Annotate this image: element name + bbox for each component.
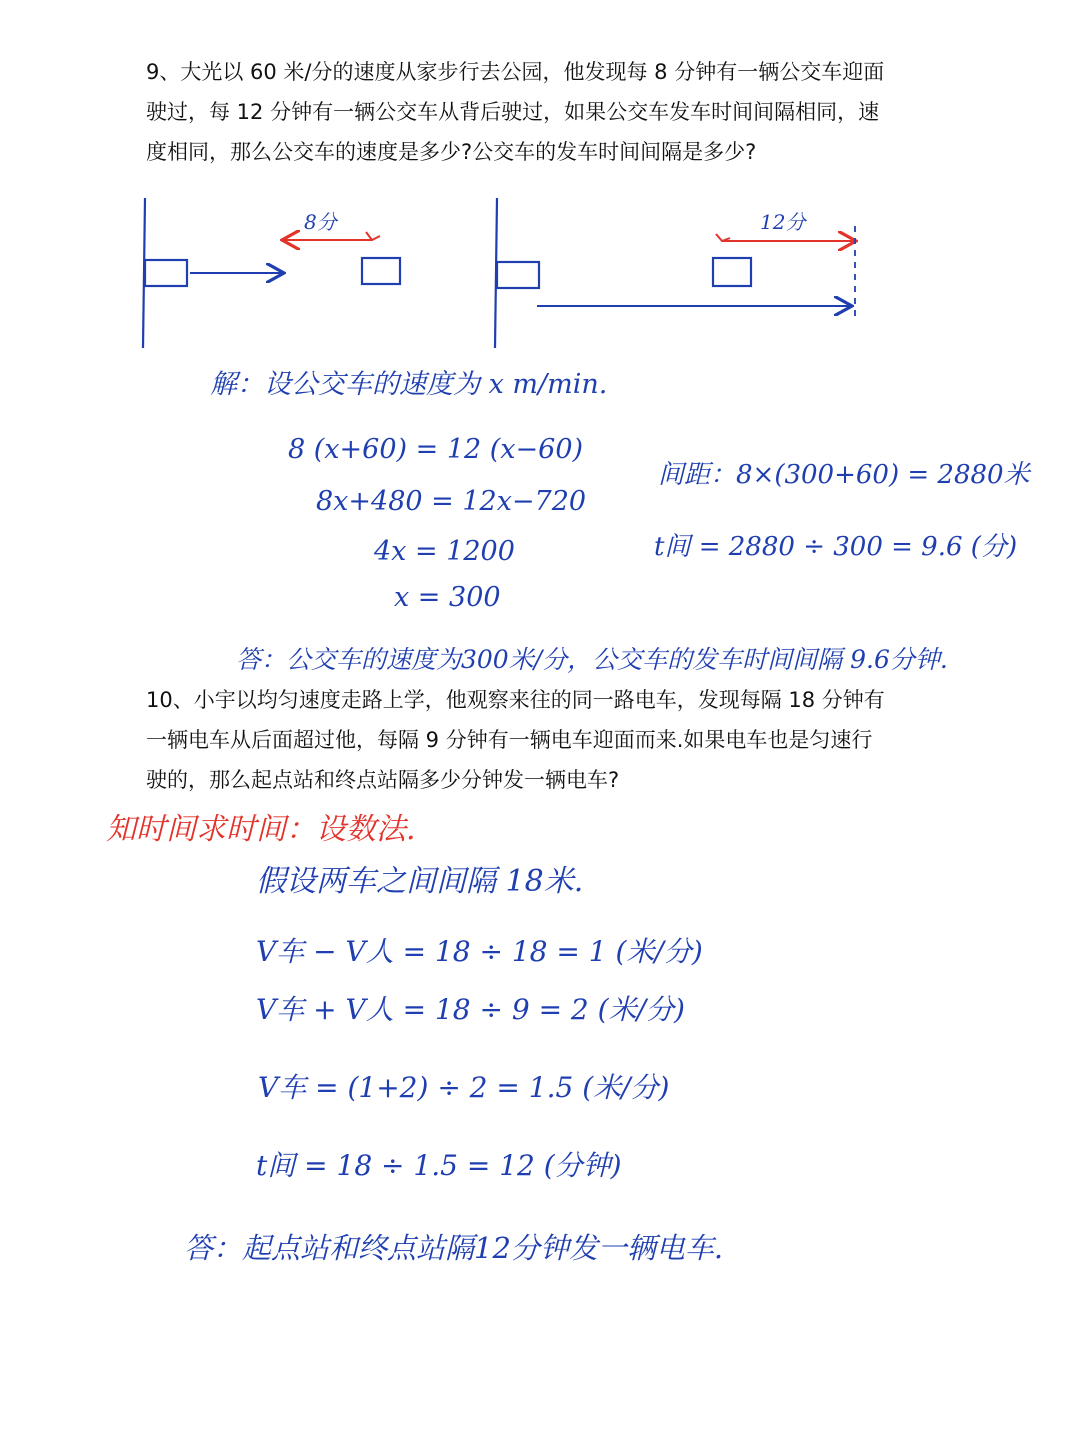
solution-9-gap: 间距：8×(300+60) = 2880米 (658, 460, 1030, 490)
problem-10-line-3: 驶的，那么起点站和终点站隔多少分钟发一辆电车? (146, 768, 620, 792)
right-bus-box (713, 258, 751, 286)
right-red-tick (716, 234, 730, 241)
bus-diagram (0, 0, 1080, 360)
solution-10-assume: 假设两车之间间隔 18米. (256, 864, 584, 899)
problem-9-line-1: 9、大光以 60 米/分的速度从家步行去公园，他发现每 8 分钟有一辆公交车迎面 (146, 60, 885, 84)
left-diagram-label: 8分 (304, 210, 337, 234)
problem-9-line-3: 度相同，那么公交车的速度是多少?公交车的发车时间间隔是多少? (146, 140, 757, 164)
right-diagram-label: 12分 (760, 210, 806, 234)
problem-10 (146, 680, 946, 800)
solution-9-eq-2: 8x+480 = 12x−720 (316, 486, 587, 517)
solution-10-eq-4: t间 = 18 ÷ 1.5 = 12 (分钟) (256, 1149, 622, 1182)
solution-10-eq-2: V车 + V人 = 18 ÷ 9 = 2 (米/分) (256, 993, 685, 1026)
solution-9-eq-1: 8 (x+60) = 12 (x−60) (288, 434, 584, 465)
problem-9-line-2: 驶过，每 12 分钟有一辆公交车从背后驶过，如果公交车发车时间间隔相同，速 (146, 100, 880, 124)
left-home-flag (145, 260, 187, 286)
solution-9-eq-3: 4x = 1200 (374, 536, 515, 567)
solution-9-answer: 答：公交车的速度为300米/分，公交车的发车时间间隔 9.6分钟. (236, 645, 948, 674)
problem-10-line-1: 10、小宇以均匀速度走路上学，他观察来往的同一路电车，发现每隔 18 分钟有 (146, 688, 885, 712)
left-red-tick (366, 232, 380, 240)
solution-10-method: 知时间求时间：设数法. (106, 812, 416, 847)
solution-10-answer: 答：起点站和终点站隔12分钟发一辆电车. (184, 1231, 724, 1265)
solution-10-eq-1: V车 − V人 = 18 ÷ 18 = 1 (米/分) (256, 935, 703, 968)
left-bus-box (362, 258, 400, 284)
solution-9-eq-4: x = 300 (394, 582, 501, 613)
right-home-flag (497, 262, 539, 288)
solution-10-eq-3: V车 = (1+2) ÷ 2 = 1.5 (米/分) (258, 1071, 670, 1104)
problem-10-line-2: 一辆电车从后面超过他，每隔 9 分钟有一辆电车迎面而来.如果电车也是匀速行 (146, 728, 873, 752)
solution-9-setup: 解：设公交车的速度为 x m/min. (210, 369, 608, 400)
solution-9-time: t间 = 2880 ÷ 300 = 9.6 (分) (654, 532, 1018, 562)
